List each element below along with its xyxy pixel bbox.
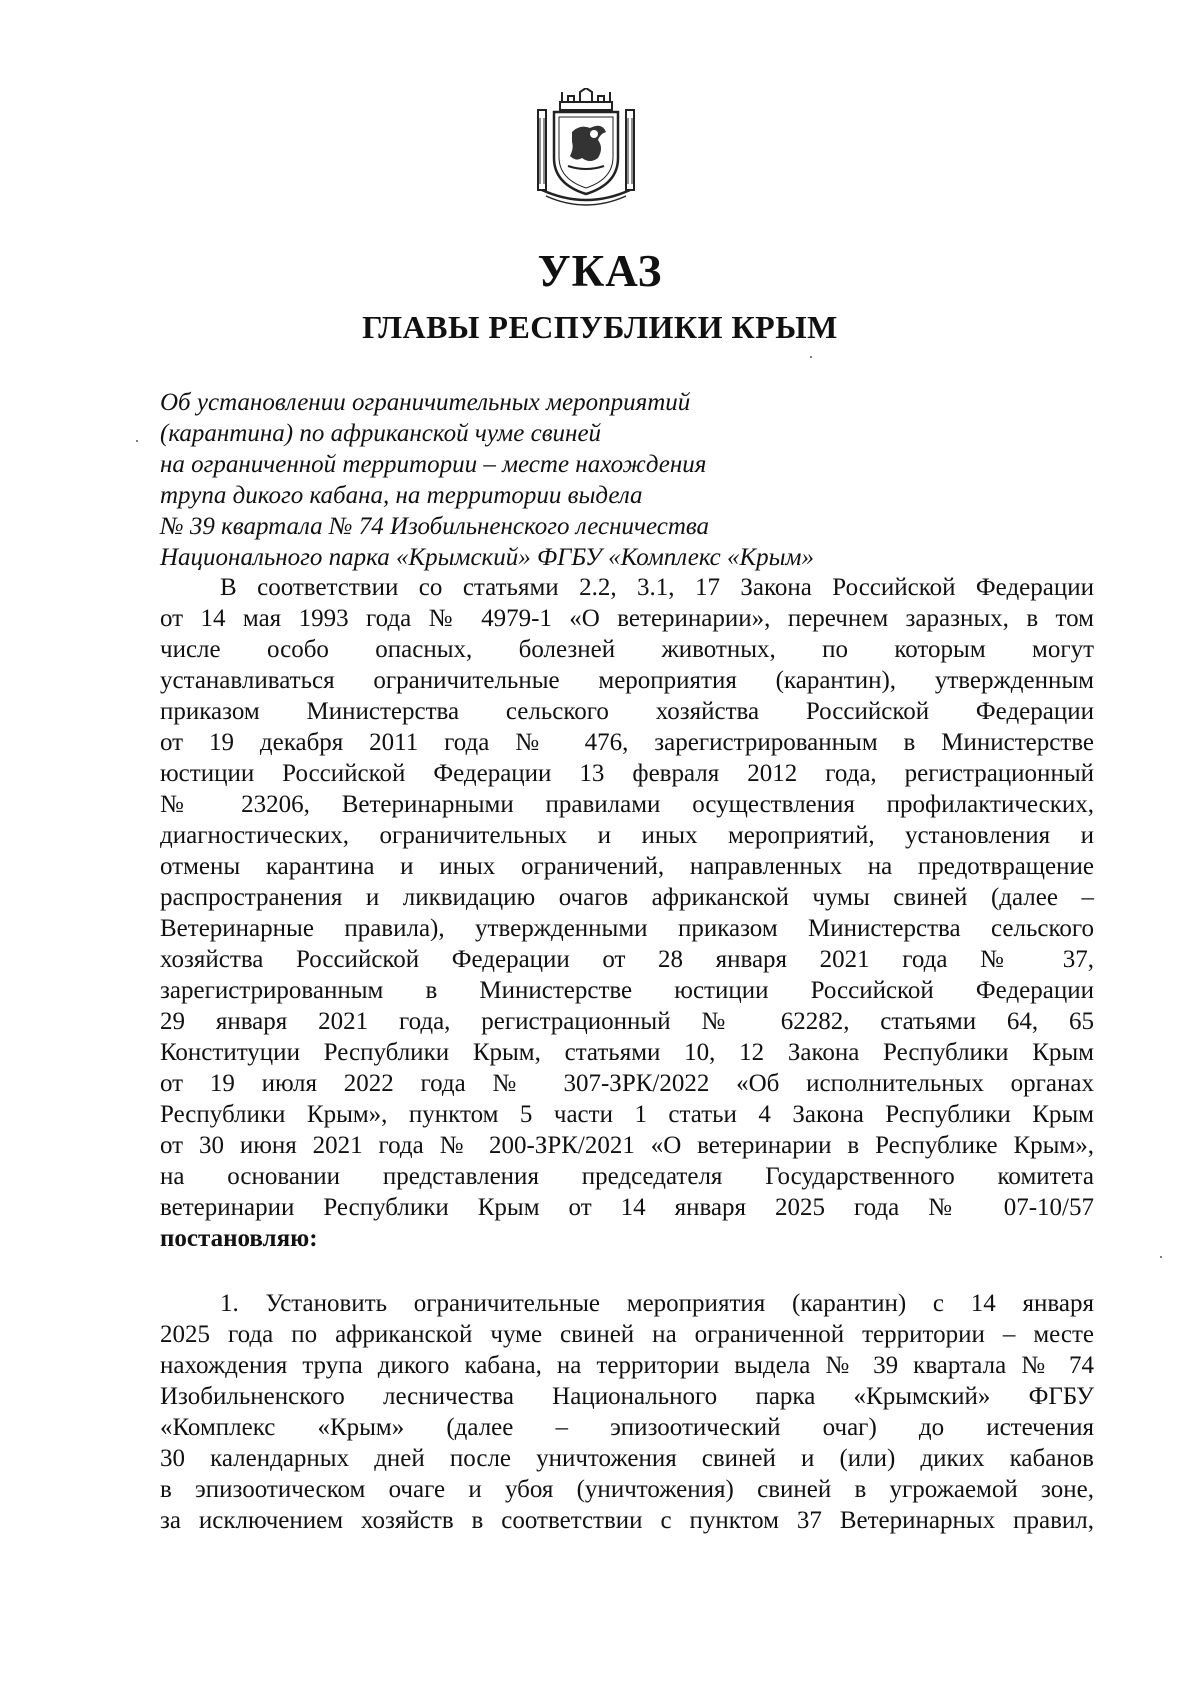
preamble-line: Конституции Республики Крым, статьями 10, 12 Закона Республики Крым: [160, 1039, 1094, 1066]
preamble-line: зарегистрированным в Министерстве юстиции Российской Федерации: [160, 977, 1094, 1004]
preamble-line: от 19 июля 2022 года № 307-ЗРК/2022 «Об исполнительных органах: [160, 1070, 1094, 1097]
preamble-line: распространения и ликвидацию очагов африканской чумы свиней (далее –: [160, 884, 1094, 911]
subject-line: Национального парка «Крымский» ФГБУ «Комплекс «Крым»: [160, 544, 814, 571]
preamble-line: Ветеринарные правила), утвержденными приказом Министерства сельского: [160, 915, 1094, 942]
preamble-line: от 30 июня 2021 года № 200-ЗРК/2021 «О ветеринарии в Республике Крым»,: [160, 1132, 1094, 1159]
issuer-title: ГЛАВЫ РЕСПУБЛИКИ КРЫМ: [362, 309, 838, 345]
coat-of-arms-emblem: [532, 88, 640, 210]
crimea-emblem-icon: [532, 88, 640, 210]
preamble-line: юстиции Российской Федерации 13 февраля 2012 года, регистрационный: [160, 760, 1094, 787]
scan-speck: [1160, 1256, 1162, 1258]
preamble-line: В соответствии со статьями 2.2, 3.1, 17 Закона Российской Федерации: [220, 574, 1094, 601]
preamble-line: ветеринарии Республики Крым от 14 января 2025 года № 07-10/57: [160, 1194, 1094, 1221]
item-line: за исключением хозяйств в соответствии с пунктом 37 Ветеринарных правил,: [160, 1507, 1094, 1534]
preamble-line: отмены карантина и иных ограничений, направленных на предотвращение: [160, 853, 1094, 880]
item-line: в эпизоотическом очаге и убоя (уничтожения) свиней в угрожаемой зоне,: [160, 1476, 1094, 1503]
preamble-line: хозяйства Российской Федерации от 28 января 2021 года № 37,: [160, 946, 1094, 973]
item-line: 30 календарных дней после уничтожения свиней и (или) диких кабанов: [160, 1445, 1094, 1472]
item-line: 1. Установить ограничительные мероприятия (карантин) с 14 января: [220, 1290, 1094, 1317]
subject-line: Об установлении ограничительных мероприятий: [160, 389, 691, 416]
preamble-line: числе особо опасных, болезней животных, по которым могут: [160, 636, 1094, 663]
scan-speck: [810, 356, 812, 358]
preamble-line: устанавливаться ограничительные мероприятия (карантин), утвержденным: [160, 667, 1094, 694]
subject-line: № 39 квартала № 74 Изобильненского лесничества: [160, 513, 710, 540]
item-line: «Комплекс «Крым» (далее – эпизоотический очаг) до истечения: [160, 1414, 1094, 1441]
preamble-line: на основании представления председателя Государственного комитета: [160, 1163, 1094, 1190]
preamble-line: диагностических, ограничительных и иных мероприятий, установления и: [160, 822, 1094, 849]
subject-line: (карантина) по африканской чуме свиней: [160, 420, 602, 447]
item-line: 2025 года по африканской чуме свиней на ограниченной территории – месте: [160, 1321, 1094, 1348]
preamble-line: № 23206, Ветеринарными правилами осуществления профилактических,: [160, 791, 1094, 818]
document-type-title: УКАЗ: [537, 246, 663, 296]
preamble-line: Республики Крым», пунктом 5 части 1 статьи 4 Закона Республики Крым: [160, 1101, 1094, 1128]
preamble-line: от 14 мая 1993 года № 4979-1 «О ветеринарии», перечнем заразных, в том: [160, 605, 1094, 632]
subject-line: на ограниченной территории – месте нахождения: [160, 451, 707, 478]
preamble-line: от 19 декабря 2011 года № 476, зарегистрированным в Министерстве: [160, 729, 1094, 756]
document-subject: [160, 387, 920, 573]
item-line: нахождения трупа дикого кабана, на территории выдела № 39 квартала № 74: [160, 1352, 1094, 1379]
preamble-line: 29 января 2021 года, регистрационный № 62282, статьями 64, 65: [160, 1008, 1094, 1035]
item-line: Изобильненского лесничества Национального парка «Крымский» ФГБУ: [160, 1383, 1094, 1410]
scan-speck: [136, 440, 138, 442]
resolve-word: постановляю:: [160, 1225, 318, 1252]
subject-line: трупа дикого кабана, на территории выдела: [160, 482, 643, 509]
preamble-line: приказом Министерства сельского хозяйства Российской Федерации: [160, 698, 1094, 725]
